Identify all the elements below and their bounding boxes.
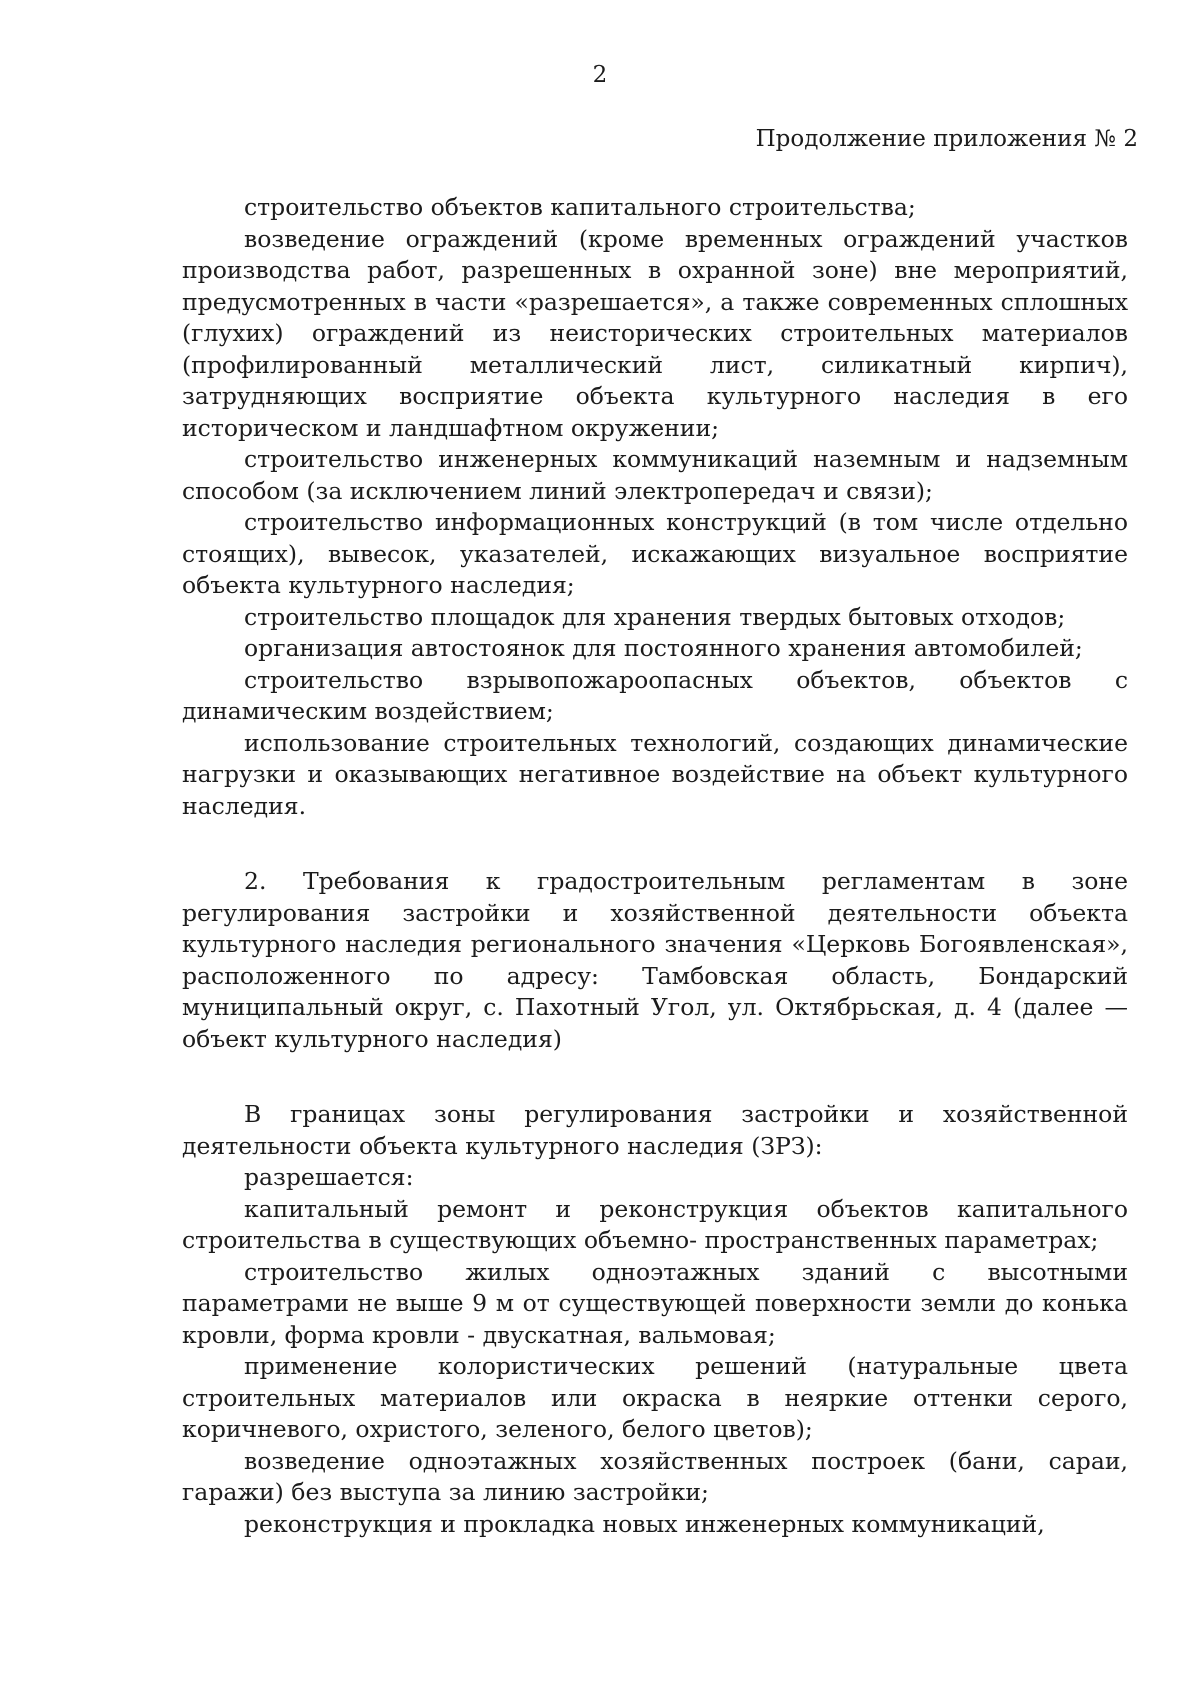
allowed-label: разрешается:	[244, 1163, 414, 1191]
paragraph: капитальный ремонт и реконструкция объектов капитального строительства в существующих объемно- пространственных параметрах;	[182, 1194, 1128, 1254]
paragraph: реконструкция и прокладка новых инженерных коммуникаций,	[244, 1509, 1045, 1538]
paragraph: возведение одноэтажных хозяйственных построек (бани, сараи, гаражи) без выступа за линию застройки;	[182, 1446, 1128, 1506]
paragraph: организация автостоянок для постоянного хранения автомобилей;	[244, 634, 1083, 662]
paragraph: строительство площадок для хранения твердых бытовых отходов;	[244, 602, 1066, 631]
section-heading: 2. Требования к градостроительным регламентам в зоне регулирования застройки и хозяйственной деятельности объекта культурного наследия регионального значения «Церковь Богоявленская», расположенного по адресу: Тамбовская область, Бондарский муниципальный округ, с. Пахотный Угол, ул. Октябрьская, д. 4 (далее — объект культурного наследия)	[182, 867, 1128, 1053]
paragraph: строительство объектов капитального строительства;	[244, 193, 916, 221]
appendix-continuation-label: Продолжение приложения № 2	[755, 126, 1138, 152]
paragraph: возведение ограждений (кроме временных ограждений участков производства работ, разрешенных в охранной зоне) вне мероприятий, предусмотренных в части «разрешается», а также современных сплошных (глухих) ограждений из неисторических строительных материалов (профилированный металлический лист, силикатный кирпич), затрудняющих восприятие объекта культурного наследия в его историческом и ландшафтном окружении;	[182, 224, 1128, 442]
paragraph: строительство взрывопожароопасных объектов, объектов с динамическим воздействием;	[182, 665, 1128, 725]
paragraph: строительство инженерных коммуникаций наземным и надземным способом (за исключением линий электропередач и связи);	[182, 445, 1128, 505]
paragraph: использование строительных технологий, создающих динамические нагрузки и оказывающих негативное воздействие на объект культурного наследия.	[182, 728, 1128, 820]
page-number: 2	[592, 62, 608, 88]
paragraph: строительство информационных конструкций (в том числе отдельно стоящих), вывесок, указателей, искажающих визуальное восприятие объекта культурного наследия;	[182, 508, 1128, 599]
paragraph: строительство жилых одноэтажных зданий с высотными параметрами не выше 9 м от существующей поверхности земли до конька кровли, форма кровли - двускатная, вальмовая;	[182, 1257, 1128, 1349]
paragraph: применение колористических решений (натуральные цвета строительных материалов или окраска в неяркие оттенки серого, коричневого, охристого, зеленого, белого цветов);	[182, 1352, 1128, 1443]
zone-intro: В границах зоны регулирования застройки и хозяйственной деятельности объекта культурного наследия (ЗРЗ):	[182, 1100, 1128, 1160]
document-body	[182, 192, 1128, 1540]
